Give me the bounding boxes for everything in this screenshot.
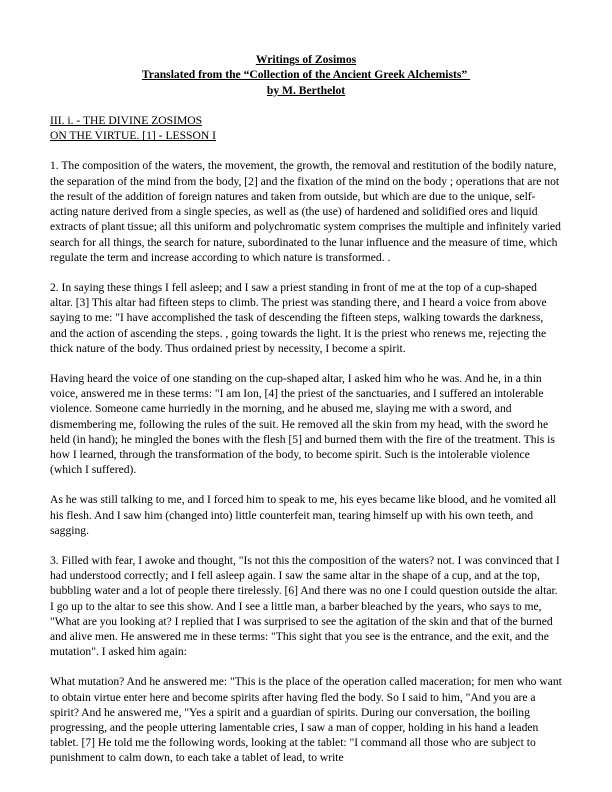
document-content (50, 52, 562, 766)
document-title-line-2-text: Translated from the “Collection of the Ancient Greek Alchemists” (141, 68, 471, 82)
document-title-line-3-text: by M. Berthelot (266, 83, 346, 97)
section-heading-block (50, 113, 562, 144)
body-paragraph-3: Having heard the voice of one standing on the cup-shaped altar, I asked him who he was. And he, in a thin voice, answered me in these terms: "I am Ion, [4] the priest of the sanctuaries, and I suffered an intolerable violence. Someone came hurriedly in the morning, and he abused me, slaying me with a sword, and dismembering me, following the rules of the suit. He removed all the skin from my head, with the sword he held (in hand); he mingled the bones with the flesh [5] and burned them with the fire of the treatment. This is how I learned, through the transformation of the body, to become spirit. Such is the intolerable violence (which I suffered). (50, 371, 555, 477)
section-heading-line-2 (50, 128, 562, 143)
document-title-line-1 (50, 52, 562, 67)
section-heading-line-1-text: III. i. - THE DIVINE ZOSIMOS (50, 113, 203, 127)
body-paragraph-5: 3. Filled with fear, I awoke and thought, "Is not this the composition of the waters? not. I was convinced that I had understood correctly; and I fell asleep again. I saw the same altar in the shape of a cup, and at the top, bubbling water and a lot of people there tirelessly. [6] And there was no one I could question outside the altar. I go up to the altar to see this show. And I see a little man, a barber bleached by the years, who says to me, "What are you looking at? I replied that I was surprised to see the agitation of the skin and that of the burned and alive men. He answered me in these terms: "This sight that you see is the entrance, and the exit, and the mutation". I asked him again: (50, 553, 560, 659)
body-paragraph-4: As he was still talking to me, and I forced him to speak to me, his eyes became like blood, and he vomited all his flesh. And I saw him (changed into) little counterfeit man, tearing himself up with his own teeth, and sagging. (50, 493, 557, 537)
document-title-line-2 (50, 67, 562, 82)
document-title-line-1-text: Writings of Zosimos (255, 53, 357, 66)
heading-body-spacer (50, 143, 562, 158)
body-paragraph-6: What mutation? And he answered me: "This is the place of the operation called maceration; for men who want to obtain virtue enter here and become spirits after having fled the body. So I said to him, "And you are a spirit? And he answered me, "Yes a spirit and a guardian of spirits. During our conversation, the boiling progressing, and the people uttering lamentable cries, I saw a man of copper, holding in his hand a leaden tablet. [7] He told me the following words, looking at the tablet: "I command all those who are subject to punishment to calm down, to each take a tablet of lead, to write (50, 675, 562, 765)
document-title-line-3 (50, 83, 562, 98)
document-title-block (50, 52, 562, 98)
section-heading-line-2-text: ON THE VIRTUE. [1] - LESSON I (50, 129, 217, 143)
body-paragraph-1: 1. The composition of the waters, the movement, the growth, the removal and restitution of the bodily nature, the separation of the mind from the body, [2] and the fixation of the mind on the body ; operations that are not the result of the addition of foreign natures and taken from outside, but which are due to the unique, self-acting nature derived from a single species, as well as (the use) of hardened and solidified ores and liquid extracts of plant tissue; all this uniform and polychromatic system comprises the multiple and infinitely varied search for all things, the search for nature, subordinated to the lunar influence and the measure of time, which regulate the term and increase according to which nature is transformed. . (50, 159, 561, 264)
title-heading-spacer (50, 98, 562, 113)
section-heading-line-1 (50, 113, 562, 128)
body-paragraph-2: 2. In saying these things I fell asleep; and I saw a priest standing in front of me at the top of a cup-shaped altar. [3] This altar had fifteen steps to climb. The priest was standing there, and I heard a voice from above saying to me: "I have accomplished the task of descending the fifteen steps, walking towards the darkness, and the action of ascending the steps. , going towards the light. It is the priest who renews me, rejecting the thick nature of the body. Thus ordained priest by necessity, I become a spirit. (50, 280, 547, 355)
